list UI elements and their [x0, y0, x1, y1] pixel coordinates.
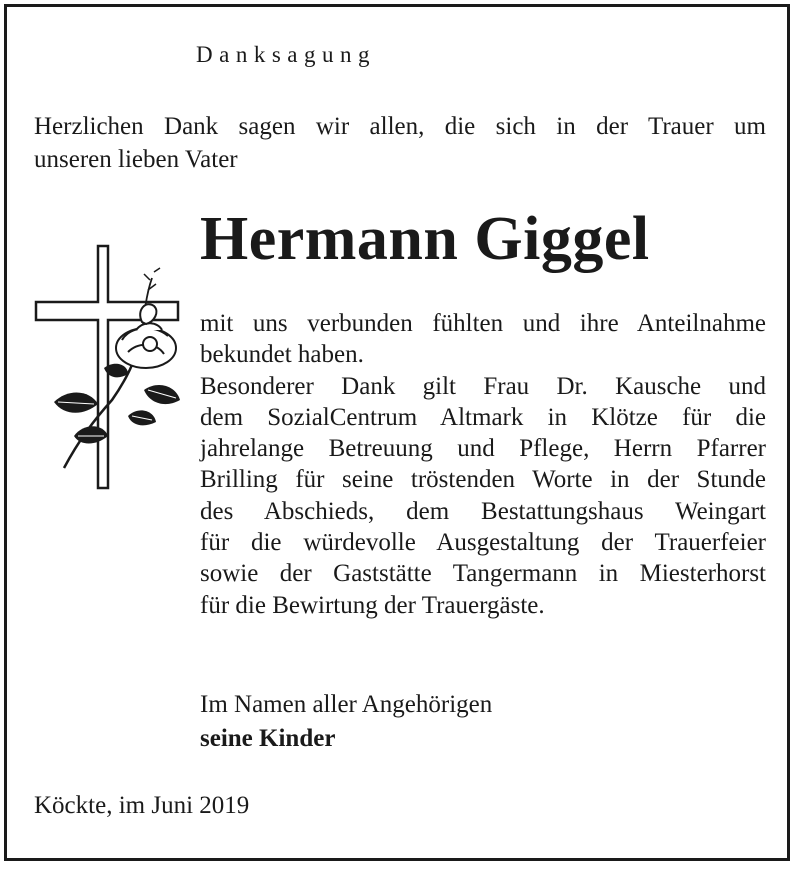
body-line: für die würdevolle Ausgestaltung der Trauerfeier	[200, 529, 766, 557]
place-date: Köckte, im Juni 2019	[34, 792, 250, 819]
closing-line: Im Namen aller Angehörigen	[200, 691, 493, 718]
heading: Danksagung	[196, 42, 376, 67]
body-text	[200, 308, 766, 621]
intro-text	[34, 110, 766, 176]
signature-line: seine Kinder	[200, 725, 336, 752]
body-line: mit uns verbunden fühlten und ihre Anteilnahme	[200, 310, 766, 337]
cross-with-rose-icon	[34, 240, 184, 495]
deceased-name: Hermann Giggel	[200, 205, 650, 273]
body-line: sowie der Gaststätte Tangermann in Miesterhorst	[200, 560, 766, 588]
intro-line-1: Herzlichen Dank sagen wir allen, die sich in der Trauer um	[34, 113, 766, 140]
body-line: des Abschieds, dem Bestattungshaus Weingart	[200, 497, 766, 525]
body-line: jahrelange Betreuung und Pflege, Herrn Pfarrer	[200, 435, 766, 463]
body-line: für die Bewirtung der Trauergäste.	[200, 591, 545, 619]
body-line: Brilling für seine tröstenden Worte in der Stunde	[200, 466, 766, 494]
body-line: bekundet haben.	[200, 341, 364, 369]
body-line: dem SozialCentrum Altmark in Klötze für die	[200, 403, 766, 431]
intro-line-2: unseren lieben Vater	[34, 146, 238, 173]
closing	[200, 688, 492, 756]
body-line: Besonderer Dank gilt Frau Dr. Kausche und	[200, 372, 766, 400]
